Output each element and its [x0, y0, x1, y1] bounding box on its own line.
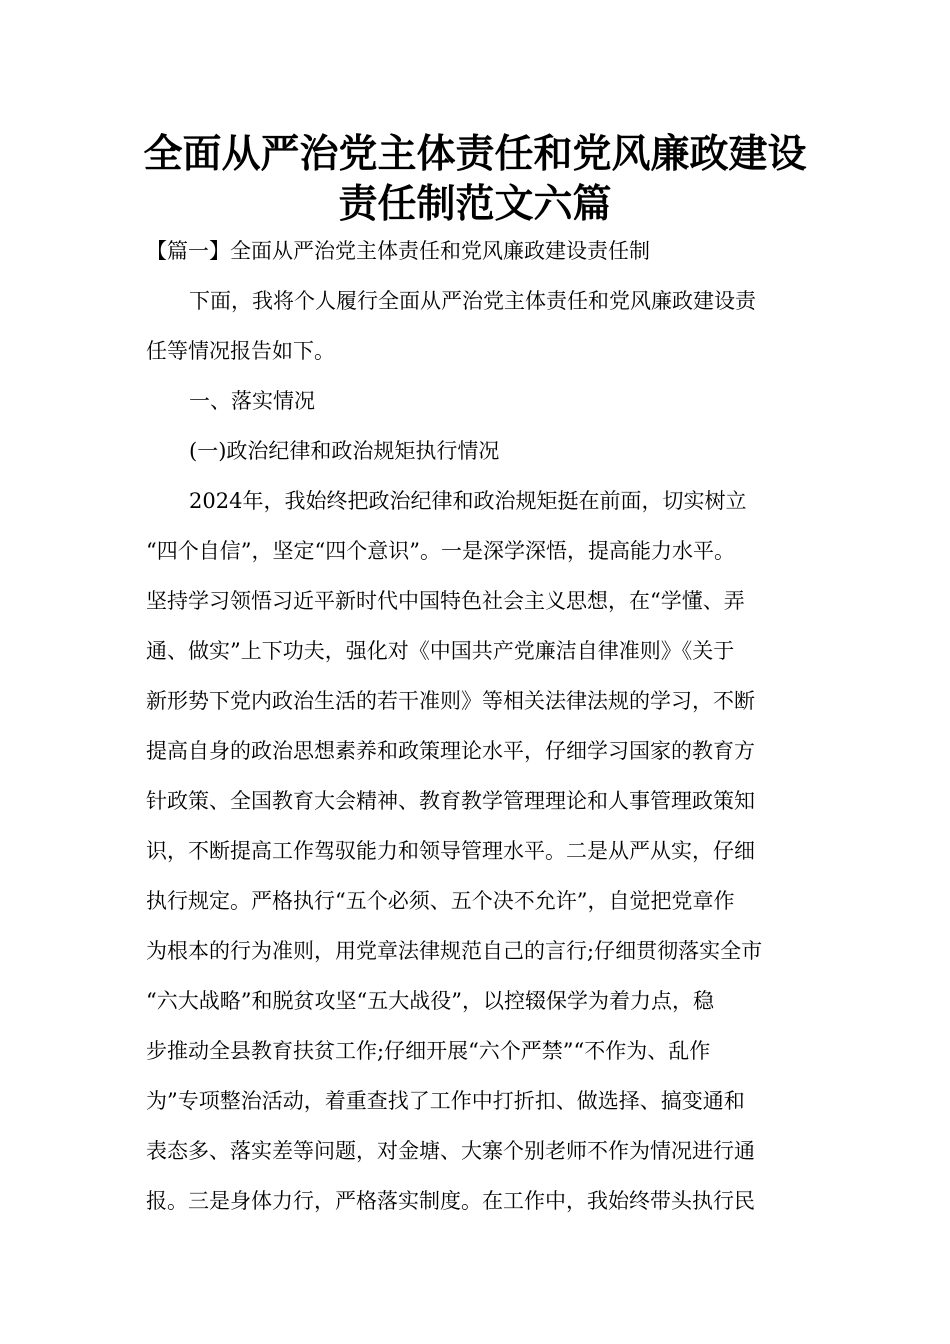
paragraph-line: “四个自信”，坚定“四个意识”。一是深学深悟，提高能力水平。	[146, 539, 735, 563]
paragraph-line: 针政策、全国教育大会精神、教育教学管理理论和人事管理政策知	[146, 789, 755, 813]
paragraph-line: 报。三是身体力行，严格落实制度。在工作中，我始终带头执行民	[146, 1189, 755, 1213]
paragraph-line: 表态多、落实差等问题，对金塘、大寨个别老师不作为情况进行通	[146, 1139, 755, 1163]
paragraph-line: 坚持学习领悟习近平新时代中国特色社会主义思想，在“学懂、弄	[146, 589, 745, 613]
section-subheading: (一)政治纪律和政治规矩执行情况	[189, 439, 500, 463]
paragraph-line: 新形势下党内政治生活的若干准则》等相关法律法规的学习，不断	[146, 689, 755, 713]
paragraph-line: 2024年，我始终把政治纪律和政治规矩挺在前面，切实树立	[189, 489, 747, 513]
document-title-line-2: 责任制范文六篇	[338, 182, 612, 227]
paragraph-line: 为根本的行为准则，用党章法律规范自己的言行;仔细贯彻落实全市	[146, 939, 763, 963]
paragraph-line: 提高自身的政治思想素养和政策理论水平，仔细学习国家的教育方	[146, 739, 755, 763]
document-title-line-1: 全面从严治党主体责任和党风廉政建设	[143, 132, 807, 177]
paragraph-line: 识，不断提高工作驾驭能力和领导管理水平。二是从严从实，仔细	[146, 839, 755, 863]
section-heading: 【篇一】全面从严治党主体责任和党风廉政建设责任制	[146, 239, 650, 263]
section-subheading: 一、落实情况	[189, 389, 315, 413]
paragraph-line: 通、做实”上下功夫，强化对《中国共产党廉洁自律准则》《关于	[146, 639, 735, 663]
paragraph-line: 下面，我将个人履行全面从严治党主体责任和党风廉政建设责	[189, 289, 756, 313]
paragraph-line: 任等情况报告如下。	[146, 339, 335, 363]
paragraph-line: “六大战略”和脱贫攻坚“五大战役”，以控辍保学为着力点，稳	[146, 989, 714, 1013]
paragraph-line: 步推动全县教育扶贫工作;仔细开展“六个严禁”“不作为、乱作	[146, 1039, 711, 1063]
paragraph-line: 执行规定。严格执行“五个必须、五个决不允许”，自觉把党章作	[146, 889, 735, 913]
paragraph-line: 为”专项整治活动，着重查找了工作中打折扣、做选择、搞变通和	[146, 1089, 745, 1113]
